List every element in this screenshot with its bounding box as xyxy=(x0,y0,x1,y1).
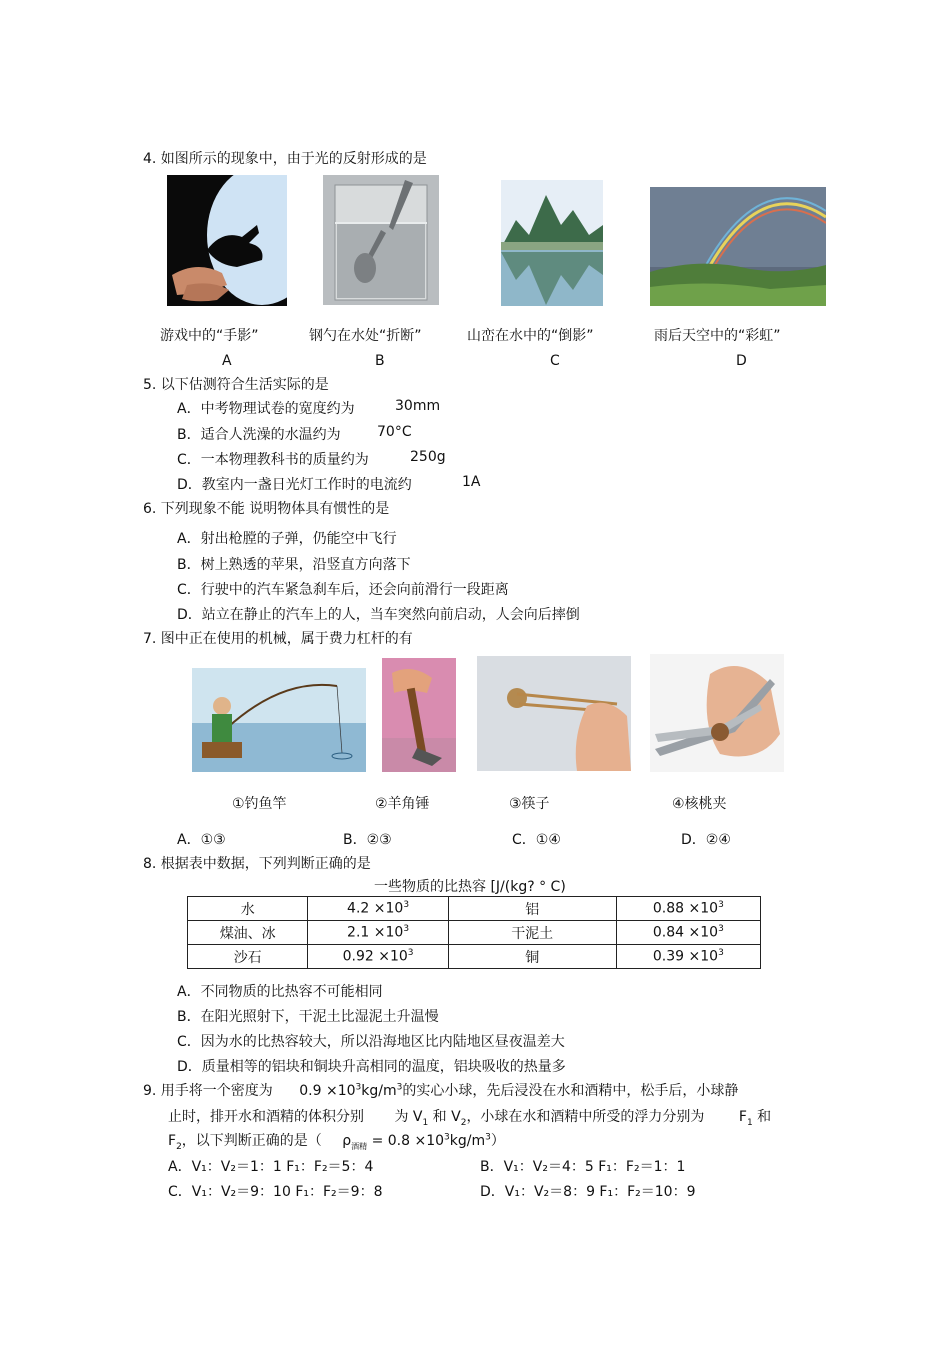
q5-option-c: C．一本物理教科书的质量约为 xyxy=(177,452,369,468)
q9-line-2: 止时，排开水和酒精的体积分别 为 $V_1$ 和 $V_2$，小球在水和酒精中所受的浮力分别为 $F_1$ 和 xyxy=(168,1109,772,1128)
table-cell: 水 xyxy=(188,897,308,921)
q9-option-d: D．V₁：V₂＝8：9 F₁：F₂＝10：9 xyxy=(480,1184,696,1200)
q5-option-b-value: 70°C xyxy=(377,424,412,440)
q7-option-a: A．①③ xyxy=(177,832,226,848)
q5-option-c-value: 250g xyxy=(410,449,446,465)
q7-caption-3: ③筷子 xyxy=(509,796,550,812)
q7-option-b: B．②③ xyxy=(343,832,392,848)
q7-option-c: C．①④ xyxy=(512,832,561,848)
q8-option-b: B．在阳光照射下，干泥土比湿泥土升温慢 xyxy=(177,1009,439,1025)
nutcracker-image xyxy=(650,654,784,772)
q5-option-d-value: 1A xyxy=(462,474,481,490)
table-cell: $4.2 \times 10^3$ xyxy=(308,897,448,921)
q4-letter-a: A xyxy=(222,353,232,369)
table-cell: 煤油、冰 xyxy=(188,921,308,945)
q7-stem: 7. 图中正在使用的机械，属于费力杠杆的有 xyxy=(143,631,413,647)
q5-stem: 5. 以下估测符合生活实际的是 xyxy=(143,377,329,393)
spoon-in-glass-image xyxy=(323,175,439,305)
table-row xyxy=(188,897,761,921)
q9-option-b: B．V₁：V₂＝4：5 F₁：F₂＝1：1 xyxy=(480,1159,686,1175)
q4-letter-c: C xyxy=(550,353,560,369)
q4-caption-d: 雨后天空中的“彩虹” xyxy=(654,328,781,344)
q7-caption-2: ②羊角锤 xyxy=(375,796,430,812)
table-row xyxy=(188,921,761,945)
chopsticks-image xyxy=(477,656,631,771)
mountain-reflection-image xyxy=(501,180,603,306)
q5-option-b: B．适合人洗澡的水温约为 xyxy=(177,427,341,443)
q6-option-b: B．树上熟透的苹果，沿竖直方向落下 xyxy=(177,557,411,573)
q5-option-a: A．中考物理试卷的宽度约为 xyxy=(177,401,355,417)
q6-stem: 6. 下列现象不能 说明物体具有惯性的是 xyxy=(143,501,390,517)
q4-stem: 4. 如图所示的现象中，由于光的反射形成的是 xyxy=(143,151,427,167)
q8-stem: 8. 根据表中数据，下列判断正确的是 xyxy=(143,856,371,872)
q8-option-c: C．因为水的比热容较大，所以沿海地区比内陆地区昼夜温差大 xyxy=(177,1034,565,1050)
q9-option-c: C．V₁：V₂＝9：10 F₁：F₂＝9：8 xyxy=(168,1184,383,1200)
q6-option-a: A．射出枪膛的子弹，仍能空中飞行 xyxy=(177,531,397,547)
table-cell: 沙石 xyxy=(188,945,308,969)
table-cell: $0.84 \times 10^3$ xyxy=(616,921,760,945)
table-cell: 铜 xyxy=(448,945,616,969)
q4-caption-a: 游戏中的“手影” xyxy=(160,328,259,344)
table-row xyxy=(188,945,761,969)
q4-caption-b: 钢勺在水处“折断” xyxy=(309,328,422,344)
table-cell: 铝 xyxy=(448,897,616,921)
q8-option-d: D．质量相等的铝块和铜块升高相同的温度，铝块吸收的热量多 xyxy=(177,1059,566,1075)
q5-option-a-value: 30mm xyxy=(395,398,441,414)
q5-option-d: D．教室内一盏日光灯工作时的电流约 xyxy=(177,477,412,493)
table-cell: $0.88 \times 10^3$ xyxy=(616,897,760,921)
q7-caption-4: ④核桃夹 xyxy=(672,796,727,812)
q9-line-3: $F_2$，以下判断正确的是（ $\rho_{酒精} = 0.8 \times 10^3kg/m^3$） xyxy=(168,1132,505,1152)
table-cell: $0.92 \times 10^3$ xyxy=(308,945,448,969)
table-cell: $0.39 \times 10^3$ xyxy=(616,945,760,969)
table-cell: $2.1 \times 10^3$ xyxy=(308,921,448,945)
q6-option-d: D．站立在静止的汽车上的人，当车突然向前启动，人会向后摔倒 xyxy=(177,607,580,623)
q7-caption-1: ①钓鱼竿 xyxy=(232,796,287,812)
q9-line-1: 9. 用手将一个密度为 $0.9 \times 10^3kg/m^3$的实心小球，先后浸没在水和酒精中，松手后，小球静 xyxy=(143,1082,739,1099)
fishing-rod-image xyxy=(192,668,366,772)
q4-caption-c: 山峦在水中的“倒影” xyxy=(467,328,594,344)
q4-letter-d: D xyxy=(736,353,747,369)
claw-hammer-image xyxy=(382,658,456,772)
table-cell: 干泥土 xyxy=(448,921,616,945)
q6-option-c: C．行驶中的汽车紧急刹车后，还会向前滑行一段距离 xyxy=(177,582,509,598)
specific-heat-table xyxy=(187,896,761,969)
q4-letter-b: B xyxy=(375,353,385,369)
q8-table-title: 一些物质的比热容 [J/(kg? ° C) xyxy=(374,879,566,895)
q7-option-d: D．②④ xyxy=(681,832,731,848)
rainbow-image xyxy=(650,187,826,306)
q8-option-a: A．不同物质的比热容不可能相同 xyxy=(177,984,383,1000)
q9-option-a: A．V₁：V₂＝1：1 F₁：F₂＝5：4 xyxy=(168,1159,374,1175)
hand-shadow-image xyxy=(167,175,287,306)
